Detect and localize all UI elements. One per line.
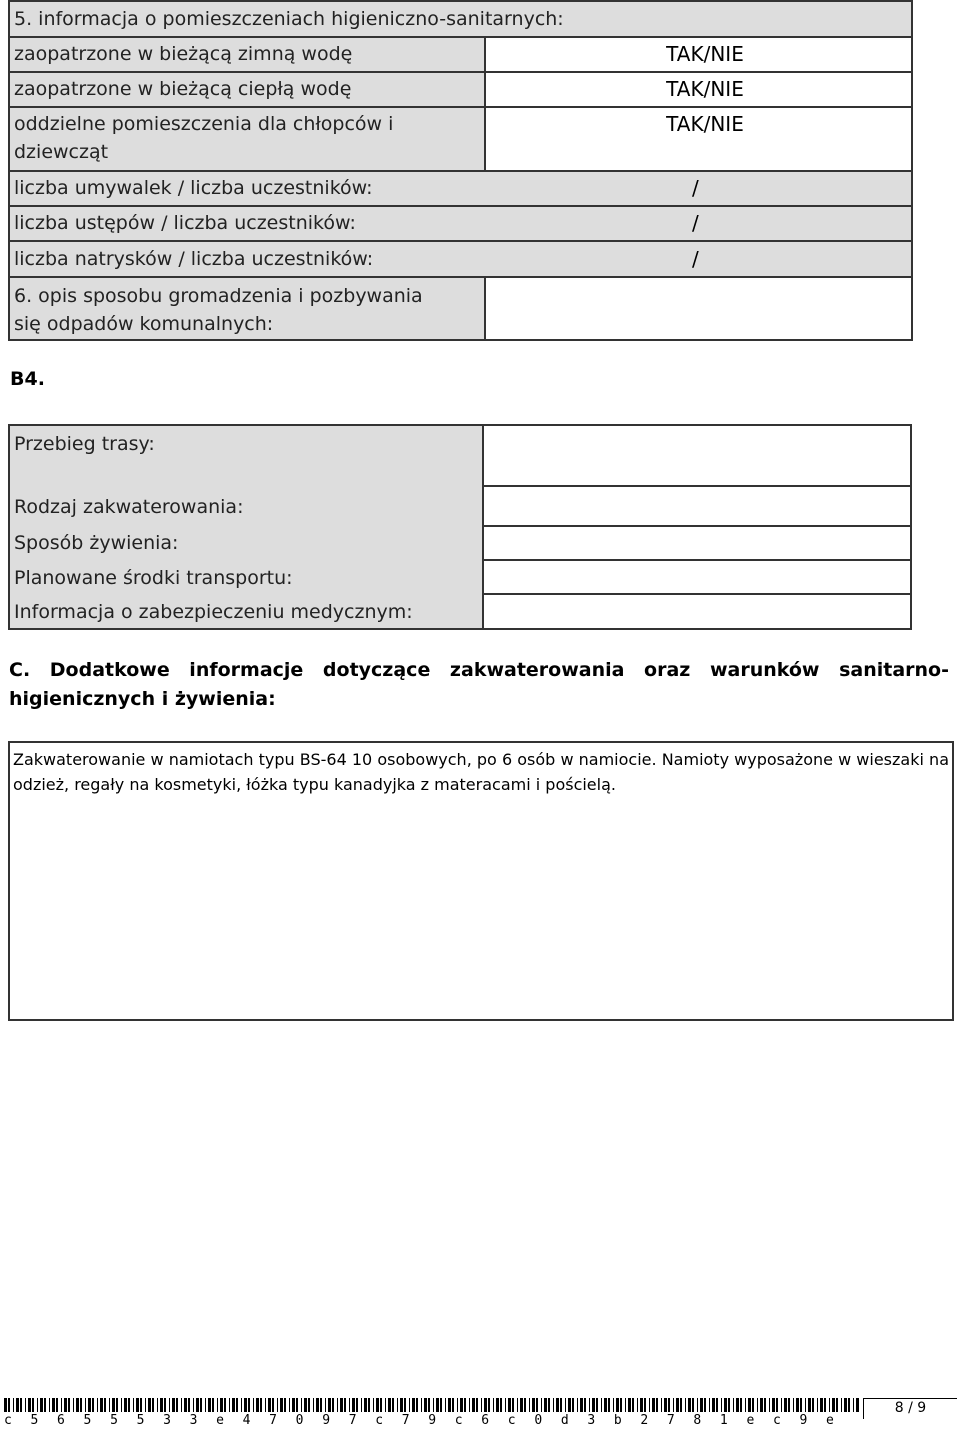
barcode-bar <box>85 1398 86 1412</box>
barcode-bar <box>625 1398 626 1412</box>
barcode-bar <box>421 1398 422 1412</box>
barcode-char: c <box>4 1413 12 1428</box>
barcode-bar <box>532 1398 535 1412</box>
barcode-bar <box>505 1398 506 1412</box>
catering-label: Sposób żywienia: <box>14 532 179 554</box>
barcode-char: 9 <box>428 1413 437 1428</box>
barcode-bar <box>805 1398 806 1412</box>
barcode-bar <box>361 1398 362 1412</box>
barcode-bar <box>632 1398 634 1412</box>
barcode-bar <box>572 1398 574 1412</box>
barcode-bar <box>164 1398 166 1412</box>
divider <box>482 485 910 487</box>
barcode-bar <box>172 1398 175 1412</box>
barcode-bar <box>212 1398 214 1412</box>
barcode-bar <box>140 1398 142 1412</box>
barcode-char: 5 <box>110 1413 118 1428</box>
barcode-bar <box>80 1398 82 1412</box>
barcode-bar <box>784 1398 787 1412</box>
barcode-bar <box>52 1398 55 1412</box>
transport-label: Planowane środki transportu: <box>14 567 293 589</box>
barcode-bar <box>460 1398 463 1412</box>
barcode-char: 5 <box>83 1413 92 1428</box>
barcode-bar <box>400 1398 403 1412</box>
barcode-bar <box>484 1398 487 1412</box>
barcode-bar <box>325 1398 326 1412</box>
barcode-bar <box>733 1398 734 1412</box>
barcode-bar <box>448 1398 451 1412</box>
barcode-char: c <box>507 1413 516 1428</box>
barcode-bar <box>148 1398 151 1412</box>
barcode-bar <box>200 1398 202 1412</box>
barcode-bar <box>229 1398 230 1412</box>
row-value: TAK/NIE <box>666 42 744 66</box>
barcode-bar <box>760 1398 763 1412</box>
row-value: / <box>692 247 699 271</box>
barcode-bar <box>556 1398 559 1412</box>
barcode-bar <box>520 1398 523 1412</box>
barcode-bar <box>397 1398 398 1412</box>
barcode-bar <box>472 1398 475 1412</box>
barcode-bar <box>253 1398 254 1412</box>
barcode-bar <box>604 1398 607 1412</box>
barcode-bar <box>445 1398 446 1412</box>
barcode-bar <box>688 1398 691 1412</box>
barcode-bar <box>104 1398 106 1412</box>
row-value: / <box>692 211 699 235</box>
barcode-bar <box>589 1398 590 1412</box>
barcode-bar <box>181 1398 182 1412</box>
barcode-bar <box>769 1398 770 1412</box>
barcode-char: b <box>613 1413 622 1428</box>
barcode-text <box>4 1413 834 1428</box>
barcode-bar <box>664 1398 667 1412</box>
barcode-bar <box>68 1398 70 1412</box>
barcode-char: 6 <box>57 1413 65 1428</box>
barcode-bar <box>829 1398 830 1412</box>
barcode-bar <box>637 1398 638 1412</box>
barcode-bar <box>668 1398 670 1412</box>
barcode-bar <box>385 1398 386 1412</box>
barcode-bar <box>628 1398 631 1412</box>
barcode-bar <box>308 1398 310 1412</box>
barcode-bar <box>217 1398 218 1412</box>
barcode-char: 9 <box>799 1413 808 1428</box>
barcode-bar <box>524 1398 526 1412</box>
section5-title: 5. informacja o pomieszczeniach higieniczno-sanitarnych: <box>14 8 564 30</box>
barcode-bar <box>224 1398 226 1412</box>
column-divider <box>482 426 484 628</box>
barcode-bar <box>184 1398 187 1412</box>
barcode-bar <box>548 1398 550 1412</box>
barcode-bar <box>824 1398 826 1412</box>
barcode-bar <box>772 1398 775 1412</box>
barcode-bar <box>320 1398 322 1412</box>
barcode-bar <box>128 1398 130 1412</box>
barcode-bar <box>241 1398 242 1412</box>
barcode-bar <box>160 1398 163 1412</box>
barcode-bar <box>844 1398 847 1412</box>
barcode-bar <box>64 1398 67 1412</box>
barcode-bar <box>176 1398 178 1412</box>
barcode-bar <box>697 1398 698 1412</box>
barcode-char: e <box>746 1413 755 1428</box>
barcode-bar <box>464 1398 466 1412</box>
barcode-bar <box>380 1398 382 1412</box>
barcode-char: 7 <box>348 1413 357 1428</box>
barcode-bar <box>256 1398 259 1412</box>
barcode-char: 0 <box>534 1413 543 1428</box>
barcode-bar <box>244 1398 247 1412</box>
barcode-char: d <box>560 1413 569 1428</box>
barcode-bar <box>340 1398 343 1412</box>
barcode-char: 3 <box>163 1413 171 1428</box>
barcode-bar <box>332 1398 334 1412</box>
barcode-bar <box>776 1398 778 1412</box>
row-label: liczba ustępów / liczba uczestników: <box>14 212 356 234</box>
barcode-bar <box>416 1398 418 1412</box>
barcode-char: 2 <box>640 1413 649 1428</box>
barcode-bar <box>613 1398 614 1412</box>
barcode-char: 3 <box>189 1413 198 1428</box>
barcode-bar <box>344 1398 346 1412</box>
barcode-bar <box>541 1398 542 1412</box>
barcode-bar <box>700 1398 703 1412</box>
barcode-bar <box>392 1398 394 1412</box>
column-divider <box>484 36 486 172</box>
barcode-char: 1 <box>719 1413 728 1428</box>
barcode-char: 4 <box>242 1413 251 1428</box>
barcode-bar <box>736 1398 739 1412</box>
barcode-bar <box>856 1398 859 1412</box>
barcode-bar <box>328 1398 331 1412</box>
barcode-char: 9 <box>322 1413 331 1428</box>
row-label: liczba natrysków / liczba uczestników: <box>14 248 374 270</box>
barcode-bar <box>248 1398 250 1412</box>
section-c-heading: C. Dodatkowe informacje dotyczące zakwaterowania oraz warunków sanitarno-higienicznych i żywienia: <box>9 659 949 710</box>
barcode-bar <box>124 1398 127 1412</box>
barcode-bar <box>685 1398 686 1412</box>
barcode-bar <box>757 1398 758 1412</box>
barcode-bar <box>728 1398 730 1412</box>
barcode-bar <box>260 1398 262 1412</box>
barcode-bar <box>157 1398 158 1412</box>
barcode <box>4 1398 952 1412</box>
barcode-bar <box>8 1398 10 1412</box>
barcode-bar <box>584 1398 586 1412</box>
barcode-bar <box>236 1398 238 1412</box>
barcode-bar <box>16 1398 19 1412</box>
row-label: liczba umywalek / liczba uczestników: <box>14 177 373 199</box>
barcode-char: 0 <box>295 1413 304 1428</box>
route-label: Przebieg trasy: <box>14 433 155 455</box>
barcode-bar <box>709 1398 710 1412</box>
barcode-bar <box>76 1398 79 1412</box>
barcode-bar <box>109 1398 110 1412</box>
barcode-bar <box>232 1398 235 1412</box>
barcode-bar <box>193 1398 194 1412</box>
barcode-bar <box>220 1398 223 1412</box>
barcode-bar <box>853 1398 854 1412</box>
barcode-bar <box>680 1398 682 1412</box>
barcode-bar <box>349 1398 350 1412</box>
barcode-bar <box>145 1398 146 1412</box>
barcode-bar <box>13 1398 14 1412</box>
b4-heading: B4. <box>10 368 45 390</box>
barcode-bar <box>476 1398 478 1412</box>
barcode-bar <box>296 1398 298 1412</box>
barcode-bar <box>493 1398 494 1412</box>
barcode-bar <box>796 1398 799 1412</box>
barcode-bar <box>793 1398 794 1412</box>
barcode-bar <box>49 1398 50 1412</box>
barcode-bar <box>512 1398 514 1412</box>
barcode-bar <box>388 1398 391 1412</box>
barcode-bar <box>289 1398 290 1412</box>
barcode-bar <box>409 1398 410 1412</box>
row-value: TAK/NIE <box>666 112 744 136</box>
barcode-bar <box>832 1398 835 1412</box>
barcode-bar <box>592 1398 595 1412</box>
barcode-bar <box>565 1398 566 1412</box>
barcode-bar <box>97 1398 98 1412</box>
barcode-bar <box>364 1398 367 1412</box>
barcode-bar <box>368 1398 370 1412</box>
barcode-bar <box>848 1398 850 1412</box>
barcode-bar <box>440 1398 442 1412</box>
barcode-char: 5 <box>30 1413 39 1428</box>
barcode-bar <box>205 1398 206 1412</box>
barcode-bar <box>352 1398 355 1412</box>
barcode-bar <box>745 1398 746 1412</box>
barcode-bar <box>284 1398 286 1412</box>
barcode-bar <box>112 1398 115 1412</box>
barcode-bar <box>820 1398 823 1412</box>
barcode-bar <box>601 1398 602 1412</box>
page-number: 8 / 9 <box>863 1398 957 1419</box>
row-label: 6. opis sposobu gromadzenia i pozbywania się odpadów komunalnych: <box>14 285 423 335</box>
barcode-bar <box>92 1398 94 1412</box>
divider <box>482 559 910 561</box>
barcode-bar <box>788 1398 790 1412</box>
barcode-bar <box>529 1398 530 1412</box>
barcode-bar <box>272 1398 274 1412</box>
barcode-bar <box>488 1398 490 1412</box>
barcode-bar <box>652 1398 655 1412</box>
barcode-bar <box>404 1398 406 1412</box>
barcode-bar <box>560 1398 562 1412</box>
barcode-bar <box>812 1398 814 1412</box>
barcode-bar <box>724 1398 727 1412</box>
barcode-char: e <box>825 1413 834 1428</box>
barcode-bar <box>452 1398 454 1412</box>
barcode-bar <box>301 1398 302 1412</box>
barcode-bar <box>781 1398 782 1412</box>
barcode-bar <box>644 1398 646 1412</box>
barcode-bar <box>841 1398 842 1412</box>
barcode-bar <box>712 1398 715 1412</box>
barcode-bar <box>716 1398 718 1412</box>
barcode-bar <box>56 1398 58 1412</box>
barcode-bar <box>752 1398 754 1412</box>
barcode-bar <box>37 1398 38 1412</box>
barcode-bar <box>508 1398 511 1412</box>
barcode-bar <box>20 1398 22 1412</box>
barcode-bar <box>481 1398 482 1412</box>
barcode-char: c <box>454 1413 463 1428</box>
accommodation-type-label: Rodzaj zakwaterowania: <box>14 496 244 518</box>
barcode-char: 3 <box>587 1413 596 1428</box>
barcode-bar <box>608 1398 610 1412</box>
barcode-bar <box>800 1398 802 1412</box>
barcode-bar <box>169 1398 170 1412</box>
barcode-char: c <box>375 1413 384 1428</box>
barcode-bar <box>704 1398 706 1412</box>
trip-info-table <box>8 424 912 630</box>
barcode-bar <box>121 1398 122 1412</box>
barcode-bar <box>580 1398 583 1412</box>
barcode-bar <box>136 1398 139 1412</box>
barcode-bar <box>100 1398 103 1412</box>
barcode-bar <box>116 1398 118 1412</box>
barcode-bar <box>376 1398 379 1412</box>
barcode-bar <box>469 1398 470 1412</box>
barcode-bar <box>208 1398 211 1412</box>
barcode-bar <box>553 1398 554 1412</box>
barcode-bar <box>656 1398 658 1412</box>
row-label: zaopatrzone w bieżącą ciepłą wodę <box>14 78 352 100</box>
barcode-bar <box>313 1398 314 1412</box>
barcode-bar <box>568 1398 571 1412</box>
barcode-bar <box>544 1398 547 1412</box>
barcode-bar <box>265 1398 266 1412</box>
barcode-bar <box>292 1398 295 1412</box>
barcode-char: 8 <box>693 1413 702 1428</box>
medical-label: Informacja o zabezpieczeniu medycznym: <box>14 601 413 623</box>
barcode-bar <box>304 1398 307 1412</box>
barcode-bar <box>88 1398 91 1412</box>
barcode-bar <box>133 1398 134 1412</box>
barcode-bar <box>692 1398 694 1412</box>
barcode-bar <box>188 1398 190 1412</box>
barcode-bar <box>40 1398 43 1412</box>
row-value: TAK/NIE <box>666 77 744 101</box>
sanitary-info-table <box>8 0 913 341</box>
barcode-bar <box>356 1398 358 1412</box>
barcode-bar <box>661 1398 662 1412</box>
column-divider <box>484 276 486 339</box>
barcode-bar <box>61 1398 62 1412</box>
barcode-bar <box>424 1398 427 1412</box>
barcode-char: 6 <box>481 1413 490 1428</box>
barcode-bar <box>740 1398 742 1412</box>
barcode-bar <box>457 1398 458 1412</box>
barcode-bar <box>620 1398 622 1412</box>
barcode-bar <box>836 1398 838 1412</box>
barcode-bar <box>676 1398 679 1412</box>
barcode-bar <box>25 1398 26 1412</box>
barcode-bar <box>412 1398 415 1412</box>
barcode-char: c <box>772 1413 781 1428</box>
divider <box>482 593 910 595</box>
barcode-bar <box>748 1398 751 1412</box>
row-value: / <box>692 176 699 200</box>
barcode-bar <box>316 1398 319 1412</box>
barcode-bar <box>596 1398 598 1412</box>
barcode-bar <box>721 1398 722 1412</box>
barcode-char: 7 <box>401 1413 410 1428</box>
barcode-bar <box>44 1398 46 1412</box>
barcode-bar <box>4 1398 7 1412</box>
barcode-bar <box>517 1398 518 1412</box>
section-c-body: Zakwaterowanie w namiotach typu BS-64 10 osobowych, po 6 osób w namiocie. Namioty wyposażone w wieszaki na odzież, regały na kosmetyki, łóżka typu kanadyjka z materacami i pościelą. <box>8 741 954 1021</box>
row-label: oddzielne pomieszczenia dla chłopców i dziewcząt <box>14 113 394 163</box>
barcode-bar <box>500 1398 502 1412</box>
barcode-bar <box>268 1398 271 1412</box>
barcode-bar <box>433 1398 434 1412</box>
barcode-bar <box>496 1398 499 1412</box>
barcode-bar <box>373 1398 374 1412</box>
barcode-bar <box>428 1398 430 1412</box>
barcode-char: 7 <box>666 1413 675 1428</box>
barcode-bar <box>196 1398 199 1412</box>
barcode-bar <box>337 1398 338 1412</box>
barcode-bar <box>536 1398 538 1412</box>
barcode-bar <box>28 1398 31 1412</box>
row-label: zaopatrzone w bieżącą zimną wodę <box>14 43 353 65</box>
divider <box>482 525 910 527</box>
barcode-bar <box>649 1398 650 1412</box>
barcode-char: e <box>216 1413 224 1428</box>
barcode-bar <box>152 1398 154 1412</box>
barcode-bar <box>673 1398 674 1412</box>
barcode-char: 5 <box>136 1413 145 1428</box>
barcode-bar <box>577 1398 578 1412</box>
barcode-bar <box>640 1398 643 1412</box>
barcode-bar <box>817 1398 818 1412</box>
barcode-bar <box>616 1398 619 1412</box>
barcode-bar <box>764 1398 766 1412</box>
barcode-bar <box>73 1398 74 1412</box>
barcode-bar <box>32 1398 34 1412</box>
barcode-bar <box>808 1398 811 1412</box>
barcode-bar <box>436 1398 439 1412</box>
barcode-char: 7 <box>269 1413 277 1428</box>
barcode-bar <box>280 1398 283 1412</box>
barcode-bar <box>277 1398 278 1412</box>
